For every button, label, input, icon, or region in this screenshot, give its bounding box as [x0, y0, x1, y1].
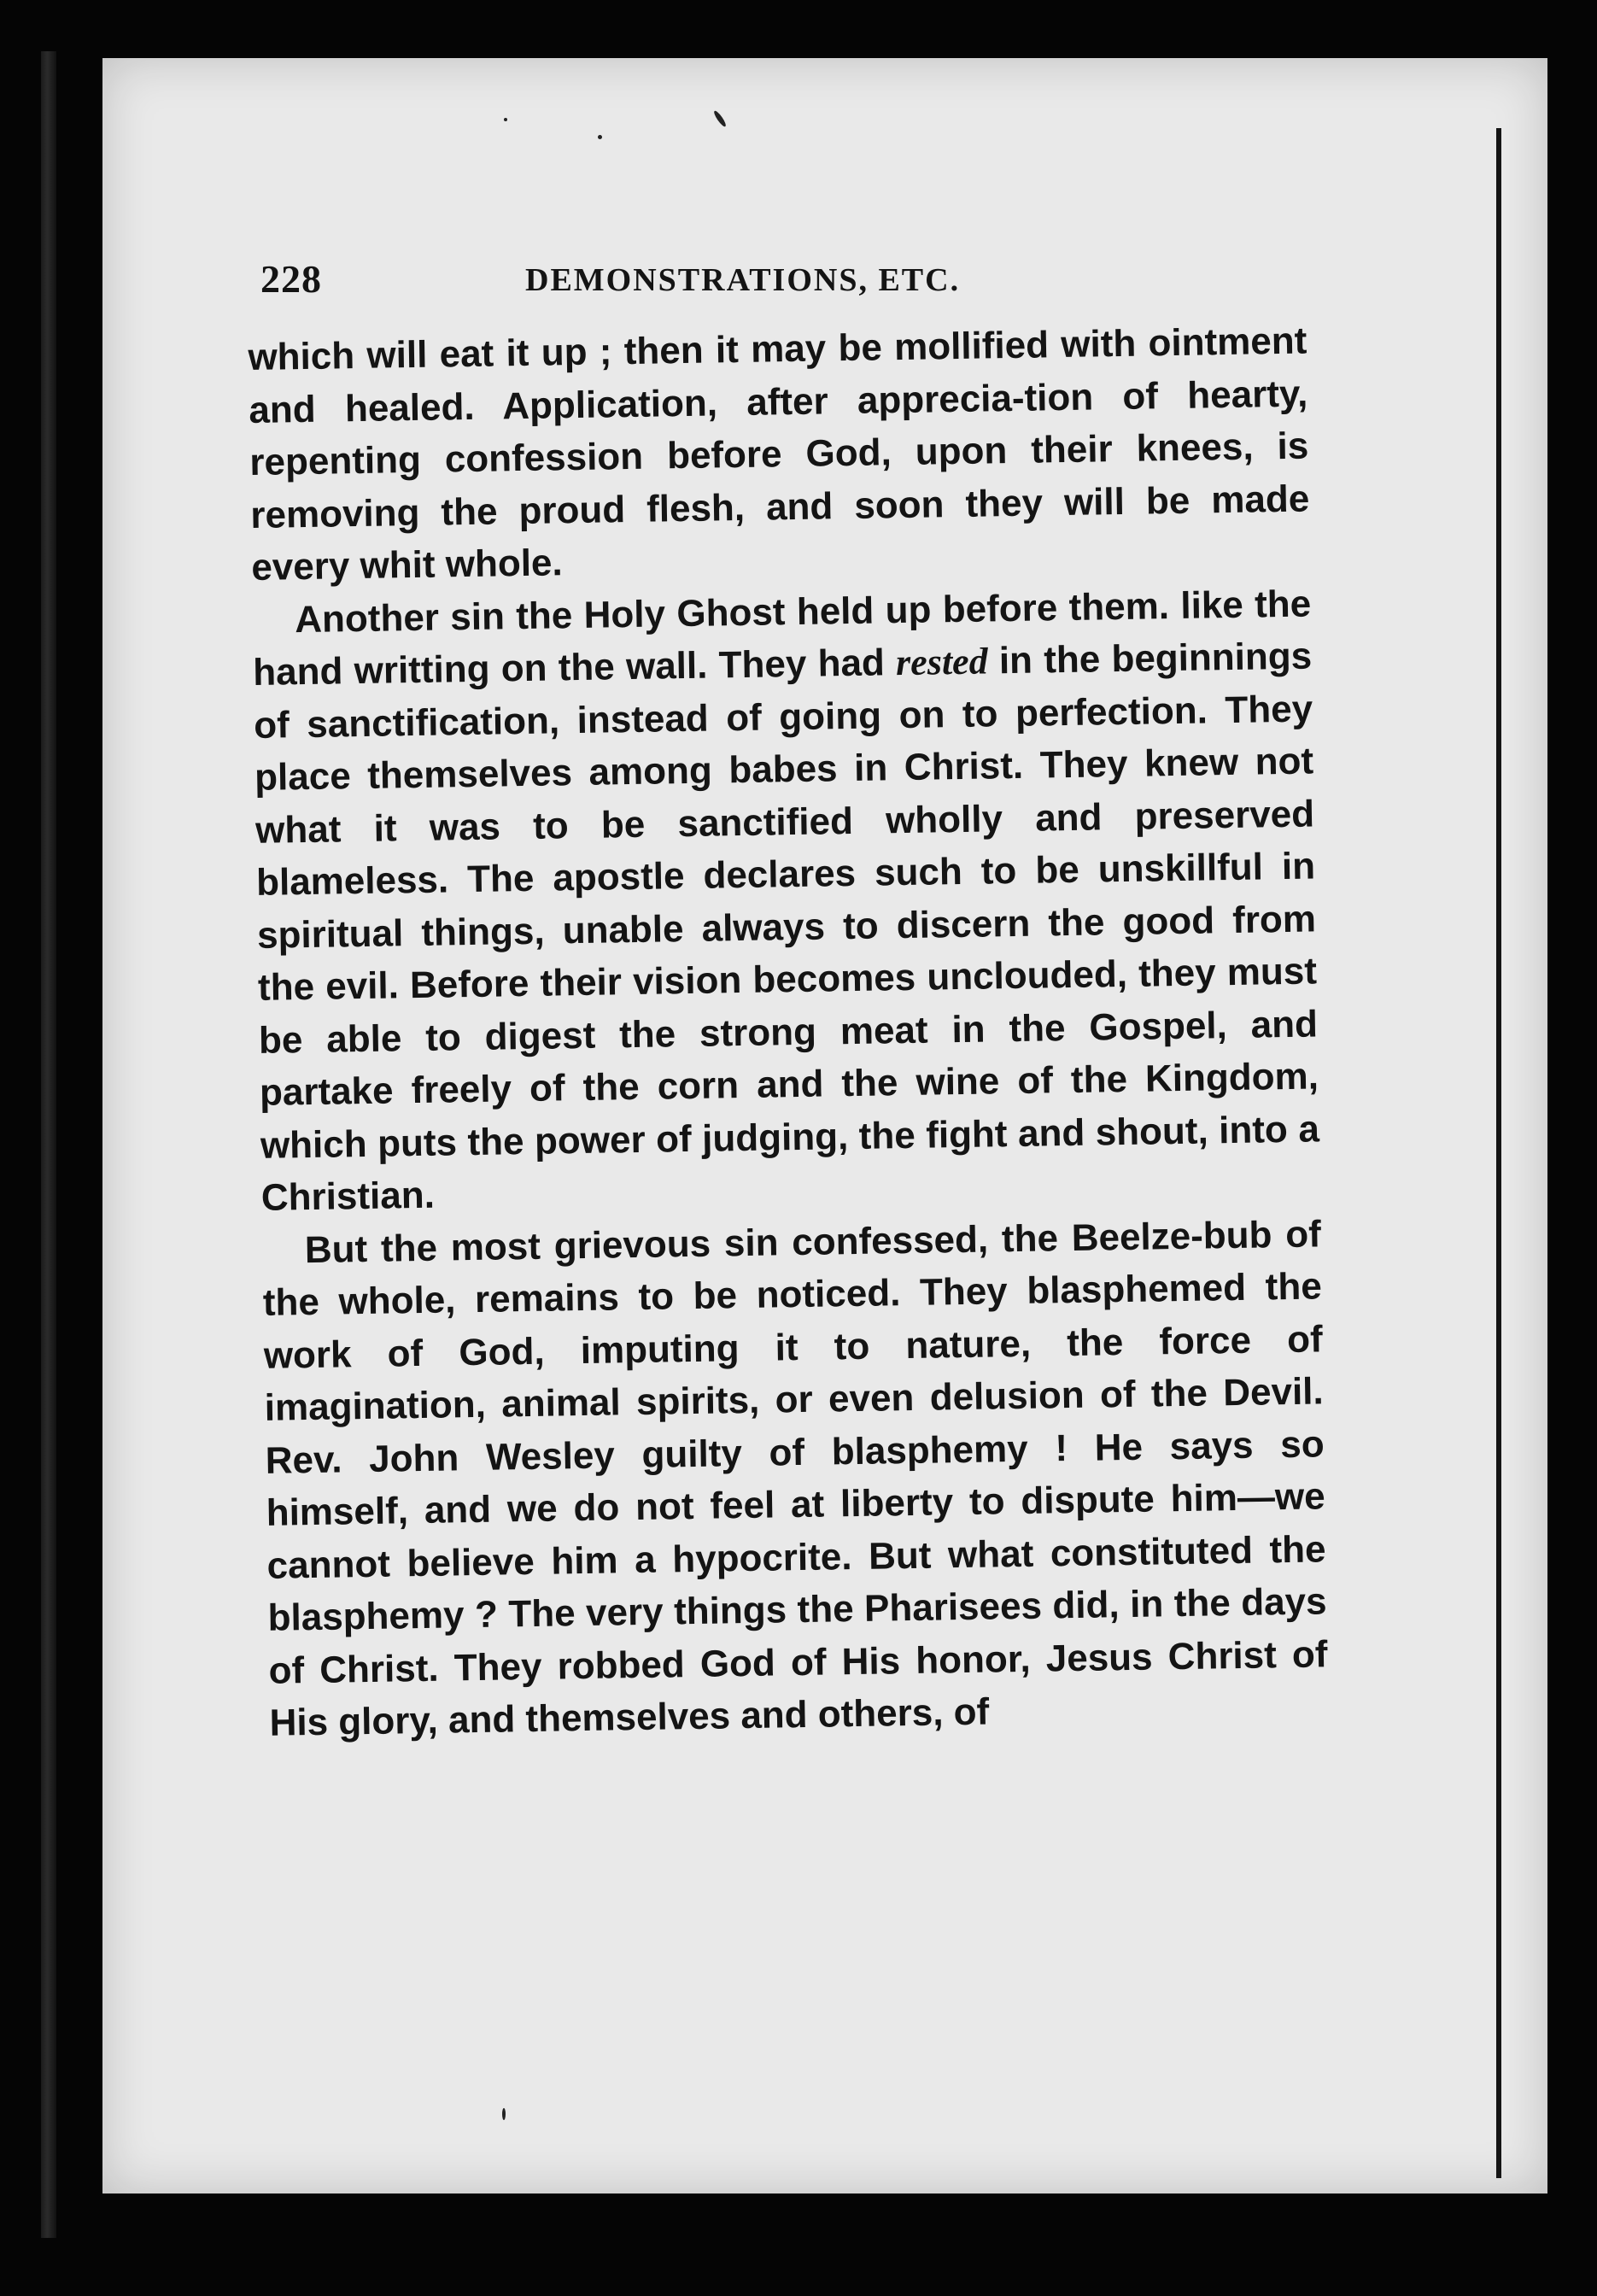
- body-text: [248, 315, 1329, 1750]
- dust-speck: [712, 109, 728, 127]
- dust-speck: [502, 2108, 506, 2120]
- paragraph-2: [252, 577, 1320, 1224]
- paragraph-2-text-b: in the beginnings of sanctification, instead of going on to perfection. They place themselves among babes in Christ. They knew not what it was to be sanctified wholly and preserved blameless. The apostle declares such to be unskillful in spiritual things, unable always to discern the good from the evil. Before their vision becomes unclouded, they must be able to digest the strong meat in the Gospel, and partake freely of the corn and the wine of the Kingdom, which puts the power of judging, the fight and shout, into a Christian.: [253, 635, 1320, 1219]
- paragraph-1: which will eat it up ; then it may be mollified with ointment and healed. Application, after apprecia-tion of hearty, repenting confession before God, upon their knees, is removing the proud flesh, and soon they will be made every whit whole.: [248, 319, 1310, 589]
- emphasis-rested: rested: [895, 640, 988, 684]
- running-title: DEMONSTRATIONS, ETC.: [525, 262, 961, 298]
- running-head: [260, 256, 1114, 308]
- dust-speck: [598, 135, 602, 139]
- paragraph-3: But the most grievous sin confessed, the Beelze-bub of the whole, remains to be noticed. They blasphemed the work of God, imputing it to nature, the force of imagination, animal spirits, or even delusion of the Devil. Rev. John Wesley guilty of blasphemy ! He says so himself, and we do not feel at liberty to dispute him—we cannot believe him a hypocrite. But what constituted the blasphemy ? The very things the Pharisees did, in the days of Christ. They robbed God of His honor, Jesus Christ of His glory, and themselves and others, of: [262, 1212, 1328, 1744]
- film-edge: [41, 51, 56, 2238]
- dust-speck: [504, 118, 507, 121]
- page-edge-shadow: [1496, 128, 1501, 2178]
- page-number: 228: [260, 257, 322, 301]
- paragraph-2-text-a: Another sin the Holy Ghost held up before them. like the hand writting on the wall. They had: [252, 582, 1312, 694]
